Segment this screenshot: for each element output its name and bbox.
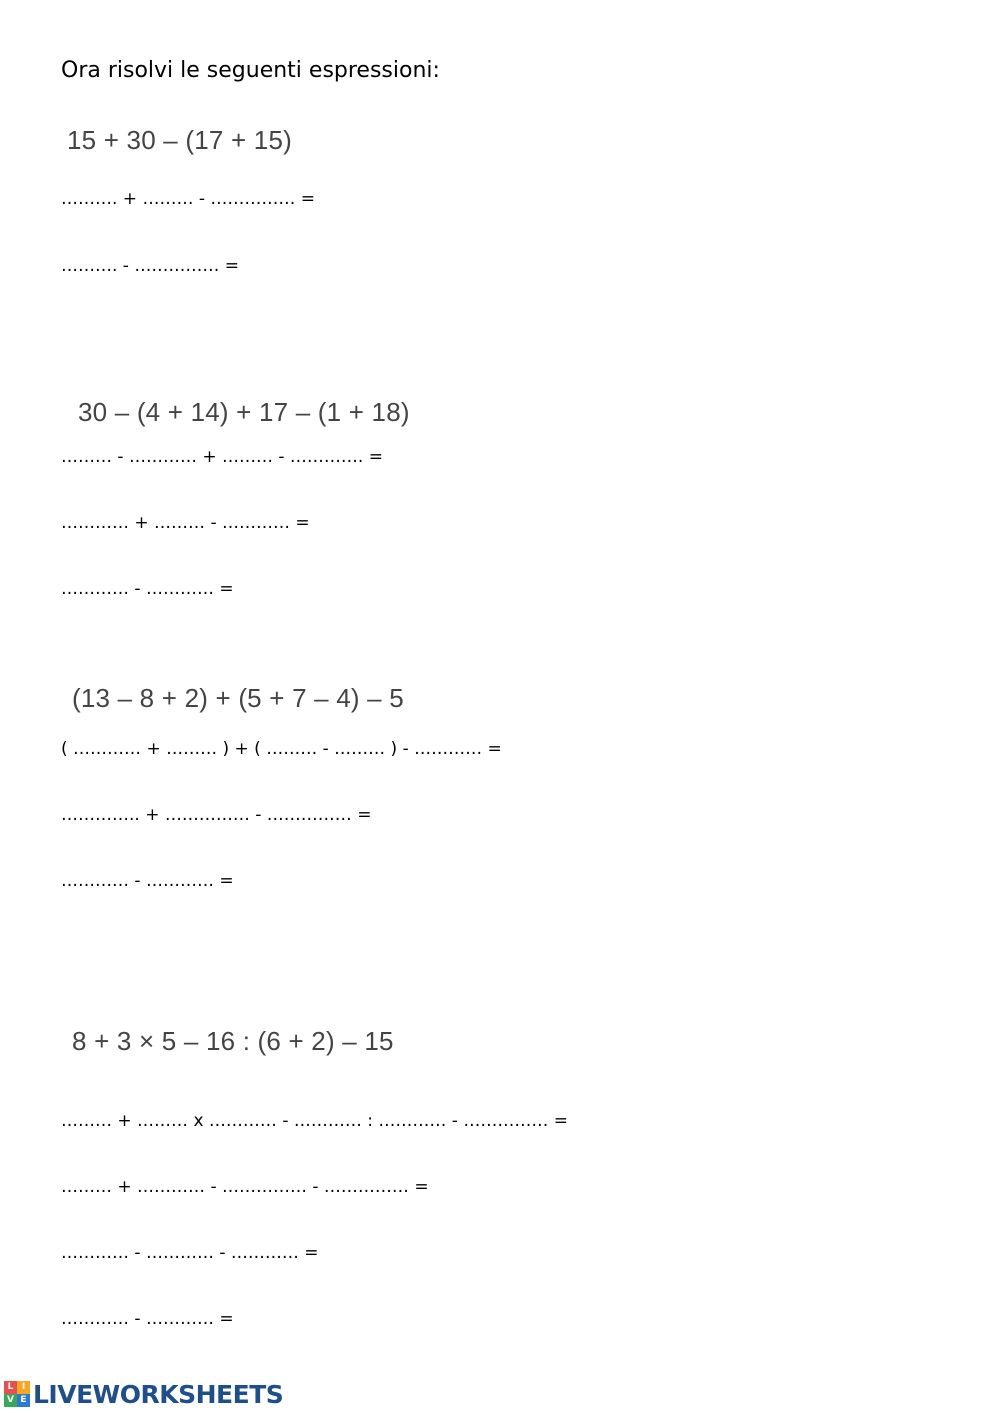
liveworksheets-logo[interactable] — [4, 1378, 283, 1410]
exercise-1-step-2[interactable]: ………. - …………… = — [61, 256, 239, 276]
exercise-2-expression: 30 – (4 + 14) + 17 – (1 + 18) — [78, 397, 410, 427]
liveworksheets-logo-text: LIVEWORKSHEETS — [33, 1379, 284, 1409]
exercise-4-step-3[interactable]: ………… - ………… - ………… = — [61, 1243, 319, 1263]
logo-cell-l: L — [4, 1381, 17, 1394]
exercise-4-step-1[interactable]: ……… + ……… x ………… - ………… : ………… - …………… = — [61, 1111, 568, 1131]
logo-cell-v: V — [4, 1394, 17, 1407]
liveworksheets-logo-icon — [4, 1381, 30, 1407]
instruction-text: Ora risolvi le seguenti espressioni: — [61, 58, 440, 83]
exercise-1-step-1[interactable]: ………. + ……… - …………… = — [61, 189, 316, 209]
exercise-3-expression: (13 – 8 + 2) + (5 + 7 – 4) – 5 — [72, 683, 404, 713]
logo-cell-e: E — [17, 1394, 30, 1407]
logo-cell-i: I — [17, 1381, 30, 1394]
exercise-3-step-3[interactable]: ………… - ………… = — [61, 871, 234, 891]
exercise-2-step-3[interactable]: ………… - ………… = — [61, 579, 234, 599]
exercise-4-expression: 8 + 3 × 5 – 16 : (6 + 2) – 15 — [72, 1026, 394, 1056]
exercise-4-step-4[interactable]: ………… - ………… = — [61, 1309, 234, 1329]
exercise-3-step-2[interactable]: ………….. + …………… - …………… = — [61, 805, 372, 825]
exercise-2-step-1[interactable]: ……… - ………… + ……… - …………. = — [61, 447, 383, 467]
exercise-1-expression: 15 + 30 – (17 + 15) — [67, 125, 292, 155]
exercise-2-step-2[interactable]: ………… + ……… - ………… = — [61, 513, 310, 533]
exercise-3-step-1[interactable]: ( ………… + ……… ) + ( ……… - ……… ) - ………… = — [61, 739, 502, 759]
exercise-4-step-2[interactable]: ……… + ………… - …………… - …………… = — [61, 1177, 429, 1197]
